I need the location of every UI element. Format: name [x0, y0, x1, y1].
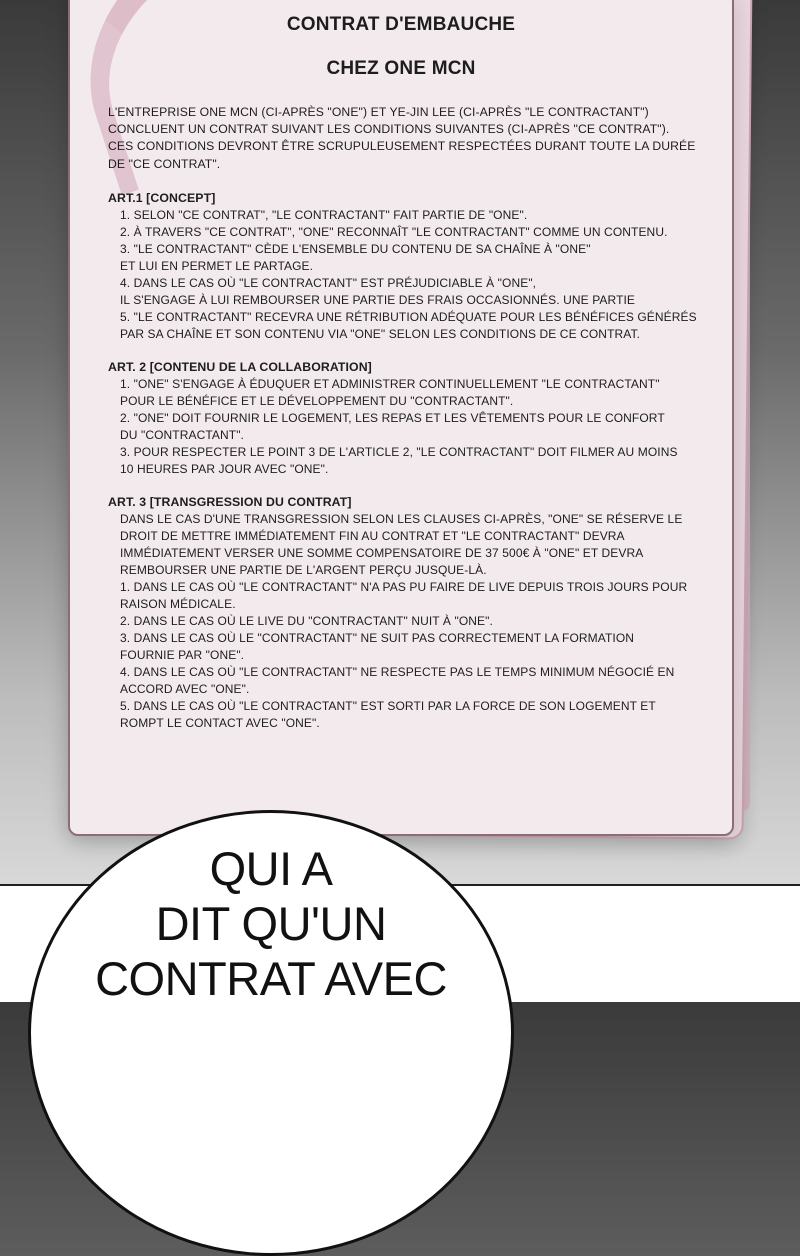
contract-subtitle: CHEZ ONE MCN — [326, 58, 476, 79]
contract-document — [68, 0, 734, 836]
article-line: 5. DANS LE CAS OÙ "LE CONTRACTANT" EST SORTI PAR LA FORCE DE SON LOGEMENT ET — [120, 698, 656, 713]
article-line: IMMÉDIATEMENT VERSER UNE SOMME COMPENSATOIRE DE 37 500€ À "ONE" ET DEVRA — [120, 545, 644, 560]
article-line: POUR LE BÉNÉFICE ET LE DÉVELOPPEMENT DU "CONTRACTANT". — [120, 393, 514, 408]
article-line: IL S'ENGAGE À LUI REMBOURSER UNE PARTIE DES FRAIS OCCASIONNÉS. UNE PARTIE — [120, 292, 636, 307]
speech-bubble — [28, 810, 514, 1256]
article-line: ET LUI EN PERMET LE PARTAGE. — [120, 258, 314, 273]
speech-bubble-text — [31, 841, 511, 1006]
article-line: DU "CONTRACTANT". — [120, 427, 244, 442]
speech-line: QUI A — [209, 842, 333, 895]
contract-body — [108, 104, 708, 747]
article-line: 1. DANS LE CAS OÙ "LE CONTRACTANT" N'A PAS PU FAIRE DE LIVE DEPUIS TROIS JOURS POUR — [120, 579, 688, 594]
article-line: 5. "LE CONTRACTANT" RECEVRA UNE RÉTRIBUTION ADÉQUATE POUR LES BÉNÉFICES GÉNÉRÉS — [120, 309, 697, 324]
article-line: REMBOURSER UNE PARTIE DE L'ARGENT PERÇU JUSQUE-LÀ. — [120, 562, 487, 577]
intro-paragraph — [108, 104, 708, 173]
article-title: ART. 2 [CONTENU DE LA COLLABORATION] — [108, 359, 372, 374]
article-line: ACCORD AVEC "ONE". — [120, 681, 250, 696]
article-line: 2. À TRAVERS "CE CONTRAT", "ONE" RECONNAÎT "LE CONTRACTANT" COMME UN CONTENU. — [120, 224, 668, 239]
intro-line: DE "CE CONTRAT". — [108, 156, 221, 171]
intro-line: CONCLUENT UN CONTRAT SUIVANT LES CONDITIONS SUIVANTES (CI-APRÈS "CE CONTRAT"). — [108, 122, 670, 137]
article-line: 2. "ONE" DOIT FOURNIR LE LOGEMENT, LES REPAS ET LES VÊTEMENTS POUR LE CONFORT — [120, 410, 665, 425]
article-1 — [108, 189, 708, 343]
article-line: ROMPT LE CONTACT AVEC "ONE". — [120, 715, 320, 730]
article-line: 2. DANS LE CAS OÙ LE LIVE DU "CONTRACTANT" NUIT À "ONE". — [120, 613, 493, 628]
intro-line: L'ENTREPRISE ONE MCN (CI-APRÈS "ONE") ET YE-JIN LEE (CI-APRÈS "LE CONTRACTANT") — [108, 105, 649, 119]
article-3 — [108, 493, 708, 732]
article-title: ART. 3 [TRANSGRESSION DU CONTRAT] — [108, 494, 352, 509]
contract-title: CONTRAT D'EMBAUCHE — [286, 14, 516, 35]
article-line: 10 HEURES PAR JOUR AVEC "ONE". — [120, 461, 329, 476]
article-line: 4. DANS LE CAS OÙ "LE CONTRACTANT" EST PRÉJUDICIABLE À "ONE", — [120, 275, 537, 290]
article-line: FOURNIE PAR "ONE". — [120, 647, 245, 662]
article-line: 1. SELON "CE CONTRAT", "LE CONTRACTANT" FAIT PARTIE DE "ONE". — [120, 207, 528, 222]
speech-line: DIT QU'UN — [155, 897, 387, 950]
article-line: RAISON MÉDICALE. — [120, 596, 236, 611]
article-line: 3. DANS LE CAS OÙ LE "CONTRACTANT" NE SUIT PAS CORRECTEMENT LA FORMATION — [120, 630, 635, 645]
article-line: DROIT DE METTRE IMMÉDIATEMENT FIN AU CONTRAT ET "LE CONTRACTANT" DEVRA — [120, 528, 625, 543]
article-line: 1. "ONE" S'ENGAGE À ÉDUQUER ET ADMINISTRER CONTINUELLEMENT "LE CONTRACTANT" — [120, 376, 660, 391]
article-line: 3. POUR RESPECTER LE POINT 3 DE L'ARTICLE 2, "LE CONTRACTANT" DOIT FILMER AU MOINS — [120, 444, 678, 459]
article-title: ART.1 [CONCEPT] — [108, 190, 216, 205]
article-line: PAR SA CHAÎNE ET SON CONTENU VIA "ONE" SELON LES CONDITIONS DE CE CONTRAT. — [120, 326, 641, 341]
contract-document-inner — [70, 0, 732, 834]
intro-line: CES CONDITIONS DEVRONT ÊTRE SCRUPULEUSEMENT RESPECTÉES DURANT TOUTE LA DURÉE — [108, 139, 696, 154]
article-2 — [108, 358, 708, 478]
article-line: 4. DANS LE CAS OÙ "LE CONTRACTANT" NE RESPECTE PAS LE TEMPS MINIMUM NÉGOCIÉ EN — [120, 664, 675, 679]
article-line: DANS LE CAS D'UNE TRANSGRESSION SELON LES CLAUSES CI-APRÈS, "ONE" SE RÉSERVE LE — [120, 511, 683, 526]
speech-line: CONTRAT AVEC — [95, 952, 447, 1005]
article-line: 3. "LE CONTRACTANT" CÈDE L'ENSEMBLE DU CONTENU DE SA CHAÎNE À "ONE" — [120, 241, 591, 256]
